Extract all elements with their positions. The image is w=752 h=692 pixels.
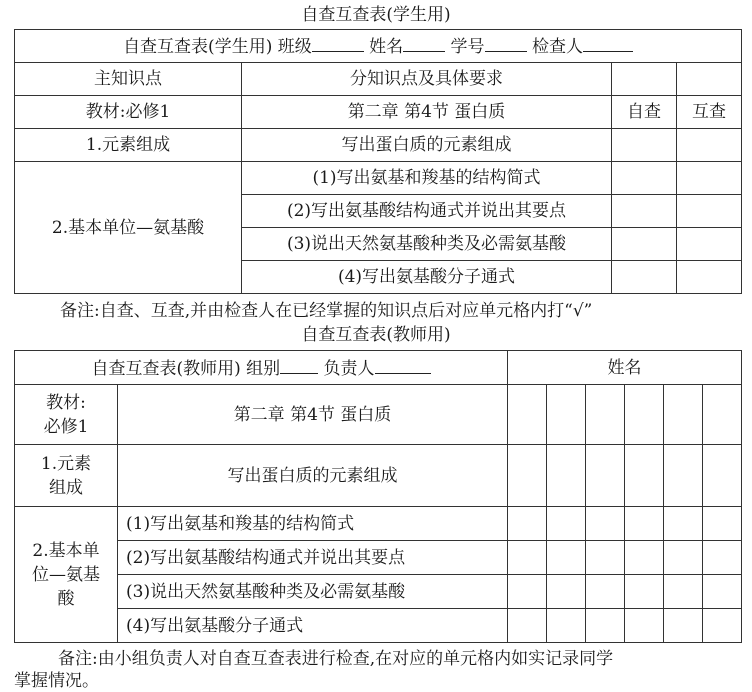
row1-sub: 写出蛋白质的元素组成 — [242, 129, 612, 162]
teacher-note-line1: 备注:由小组负责人对自查互查表进行检查,在对应的单元格内如实记录同学 — [58, 649, 614, 669]
checker-label: 检查人 — [531, 37, 583, 57]
name-label: 姓名 — [369, 37, 404, 57]
record-cell[interactable] — [547, 507, 586, 541]
record-cell[interactable] — [508, 541, 547, 575]
teacher-header-label: 自查互查表(教师用) — [91, 358, 241, 379]
record-cell[interactable] — [664, 445, 703, 507]
blank-cell — [612, 63, 677, 96]
record-cell[interactable] — [586, 385, 625, 445]
group-blank[interactable] — [280, 356, 318, 374]
blank-cell — [677, 63, 742, 96]
col-main-header: 主知识点 — [15, 63, 242, 96]
check-cell[interactable] — [612, 195, 677, 228]
teacher-note-line2: 掌握情况。 — [14, 671, 99, 691]
class-blank[interactable] — [312, 34, 364, 52]
row2-sub-2: (2)写出氨基酸结构通式并说出其要点 — [242, 195, 612, 228]
record-cell[interactable] — [547, 385, 586, 445]
teacher-textbook-line2: 必修1 — [43, 416, 89, 437]
teacher-row2-sub-2: (2)写出氨基酸结构通式并说出其要点 — [118, 541, 508, 575]
record-cell[interactable] — [703, 385, 742, 445]
student-note: 备注:自查、互查,并由检查人在已经掌握的知识点后对应单元格内打“√” — [60, 301, 593, 321]
record-cell[interactable] — [664, 541, 703, 575]
record-cell[interactable] — [703, 609, 742, 643]
teacher-row2-line2: 位—氨基 — [32, 564, 100, 585]
record-cell[interactable] — [625, 385, 664, 445]
record-cell[interactable] — [664, 507, 703, 541]
student-header-row — [15, 30, 742, 63]
teacher-row2-sub-3: (3)说出天然氨基酸种类及必需氨基酸 — [118, 575, 508, 609]
record-cell[interactable] — [664, 575, 703, 609]
checker-blank[interactable] — [583, 34, 633, 52]
record-cell[interactable] — [625, 445, 664, 507]
teacher-header-row — [15, 351, 508, 385]
check-cell[interactable] — [677, 162, 742, 195]
record-cell[interactable] — [508, 385, 547, 445]
teacher-chapter-cell: 第二章 第4节 蛋白质 — [118, 385, 508, 445]
row2-sub-4: (4)写出氨基酸分子通式 — [242, 261, 612, 294]
self-check-header: 自查 — [612, 96, 677, 129]
teacher-row1-line2: 组成 — [49, 477, 83, 498]
row1-main: 1.元素组成 — [15, 129, 242, 162]
teacher-row2-sub-4: (4)写出氨基酸分子通式 — [118, 609, 508, 643]
col-sub-header: 分知识点及具体要求 — [242, 63, 612, 96]
row2-sub-1: (1)写出氨基和羧基的结构简式 — [242, 162, 612, 195]
record-cell[interactable] — [625, 541, 664, 575]
record-cell[interactable] — [625, 507, 664, 541]
teacher-row1-sub: 写出蛋白质的元素组成 — [118, 445, 508, 507]
check-cell[interactable] — [612, 162, 677, 195]
record-cell[interactable] — [547, 609, 586, 643]
group-label: 组别 — [246, 358, 281, 379]
record-cell[interactable] — [664, 609, 703, 643]
teacher-row2-line3: 酸 — [57, 588, 75, 609]
class-label: 班级 — [277, 37, 312, 57]
record-cell[interactable] — [586, 609, 625, 643]
record-cell[interactable] — [703, 541, 742, 575]
record-cell[interactable] — [625, 575, 664, 609]
check-cell[interactable] — [677, 195, 742, 228]
record-cell[interactable] — [703, 507, 742, 541]
student-id-blank[interactable] — [485, 34, 527, 52]
leader-blank[interactable] — [375, 356, 431, 374]
record-cell[interactable] — [703, 445, 742, 507]
chapter-cell: 第二章 第4节 蛋白质 — [242, 96, 612, 129]
check-cell[interactable] — [677, 261, 742, 294]
teacher-row2-main — [15, 507, 118, 643]
teacher-row1-main — [15, 445, 118, 507]
check-cell[interactable] — [677, 129, 742, 162]
name-blank[interactable] — [403, 34, 445, 52]
student-check-table — [14, 29, 742, 294]
record-cell[interactable] — [508, 575, 547, 609]
record-cell[interactable] — [547, 445, 586, 507]
check-cell[interactable] — [612, 228, 677, 261]
student-table-title: 自查互查表(学生用) — [301, 5, 451, 25]
teacher-row1-line1: 1.元素 — [40, 453, 92, 474]
record-cell[interactable] — [508, 507, 547, 541]
teacher-row2-line1: 2.基本单 — [32, 540, 100, 561]
record-cell[interactable] — [547, 575, 586, 609]
record-cell[interactable] — [664, 385, 703, 445]
record-cell[interactable] — [703, 575, 742, 609]
record-cell[interactable] — [508, 445, 547, 507]
name-column-header: 姓名 — [508, 351, 742, 385]
peer-check-header: 互查 — [677, 96, 742, 129]
check-cell[interactable] — [612, 129, 677, 162]
teacher-textbook-cell — [15, 385, 118, 445]
record-cell[interactable] — [586, 507, 625, 541]
leader-label: 负责人 — [323, 358, 375, 379]
check-cell[interactable] — [612, 261, 677, 294]
student-header-label: 自查互查表(学生用) — [123, 37, 273, 57]
record-cell[interactable] — [508, 609, 547, 643]
record-cell[interactable] — [547, 541, 586, 575]
teacher-textbook-line1: 教材: — [46, 392, 86, 413]
teacher-table-title: 自查互查表(教师用) — [301, 325, 451, 345]
row2-sub-3: (3)说出天然氨基酸种类及必需氨基酸 — [242, 228, 612, 261]
check-cell[interactable] — [677, 228, 742, 261]
row2-main: 2.基本单位—氨基酸 — [15, 162, 242, 294]
student-id-label: 学号 — [450, 37, 485, 57]
record-cell[interactable] — [586, 541, 625, 575]
textbook-cell: 教材:必修1 — [15, 96, 242, 129]
teacher-row2-sub-1: (1)写出氨基和羧基的结构简式 — [118, 507, 508, 541]
record-cell[interactable] — [625, 609, 664, 643]
teacher-check-table — [14, 350, 742, 643]
record-cell[interactable] — [586, 575, 625, 609]
record-cell[interactable] — [586, 445, 625, 507]
